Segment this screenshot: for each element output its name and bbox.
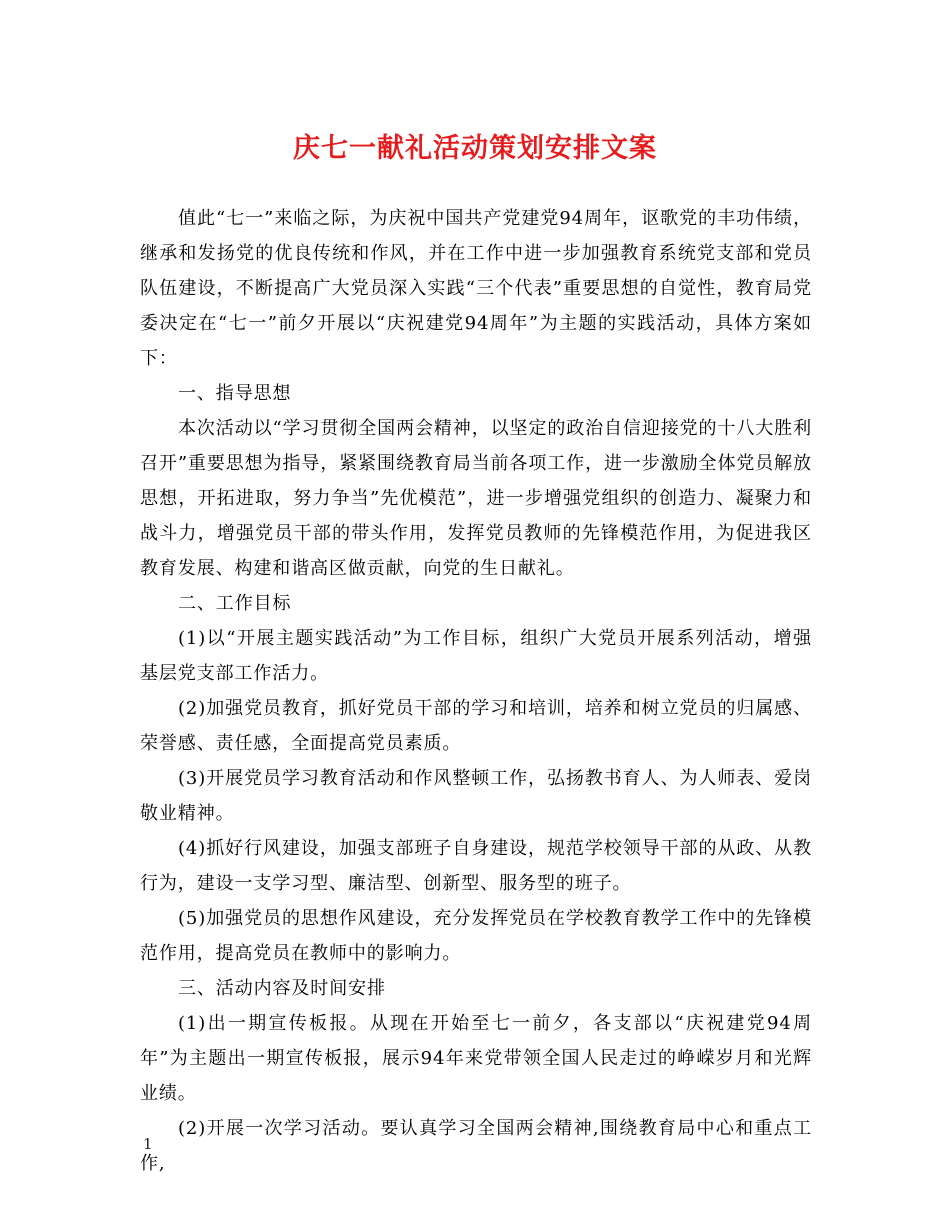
- paragraph-guiding-ideology: 本次活动以“学习贯彻全国两会精神，以坚定的政治自信迎接党的十八大胜利召开”重要思想为指导，紧紧围绕教育局当前各项工作，进一步激励全体党员解放思想，开拓进取，努力争当”先优模范”，进一步增强党组织的创造力、凝聚力和战斗力，增强党员干部的带头作用，发挥党员教师的先锋模范作用，为促进我区教育发展、构建和谐高区做贡献，向党的生日献礼。: [140, 418, 812, 579]
- list-item-goal-5: (5)加强党员的思想作风建设，充分发挥党员在学校教育教学工作中的先锋模范作用，提高党员在教师中的影响力。: [140, 908, 812, 964]
- list-item-activity-2: (2)开展一次学习活动。要认真学习全国两会精神,围绕教育局中心和重点工作,: [140, 1118, 812, 1174]
- section-heading-guiding-ideology: 一、指导思想: [178, 383, 292, 404]
- paragraph-intro: 值此“七一”来临之际，为庆祝中国共产党建党94周年，讴歌党的丰功伟绩，继承和发扬党的优良传统和作风，并在工作中进一步加强教育系统党支部和党员队伍建设，不断提高广大党员深入实践“三个代表”重要思想的自觉性，教育局党委决定在“七一”前夕开展以“庆祝建党94周年”为主题的实践活动，具体方案如下：: [140, 208, 812, 369]
- document-body: [140, 201, 812, 1181]
- list-item-activity-1: (1)出一期宣传板报。从现在开始至七一前夕，各支部以“庆祝建党94周年”为主题出一期宣传板报，展示94年来党带领全国人民走过的峥嵘岁月和光辉业绩。: [140, 1013, 812, 1104]
- page-number: 1: [143, 1135, 153, 1153]
- list-item-goal-2: (2)加强党员教育，抓好党员干部的学习和培训，培养和树立党员的归属感、荣誉感、责任感，全面提高党员素质。: [140, 698, 812, 754]
- section-heading-work-goals: 二、工作目标: [178, 593, 292, 614]
- document-title: 庆七一献礼活动策划安排文案: [293, 133, 657, 164]
- section-heading-activities: 三、活动内容及时间安排: [178, 978, 386, 999]
- list-item-goal-3: (3)开展党员学习教育活动和作风整顿工作，弘扬教书育人、为人师表、爱岗敬业精神。: [140, 768, 812, 824]
- list-item-goal-4: (4)抓好行风建设，加强支部班子自身建设，规范学校领导干部的从政、从教行为，建设一支学习型、廉洁型、创新型、服务型的班子。: [140, 838, 812, 894]
- list-item-goal-1: (1)以“开展主题实践活动”为工作目标，组织广大党员开展系列活动，增强基层党支部工作活力。: [140, 628, 812, 684]
